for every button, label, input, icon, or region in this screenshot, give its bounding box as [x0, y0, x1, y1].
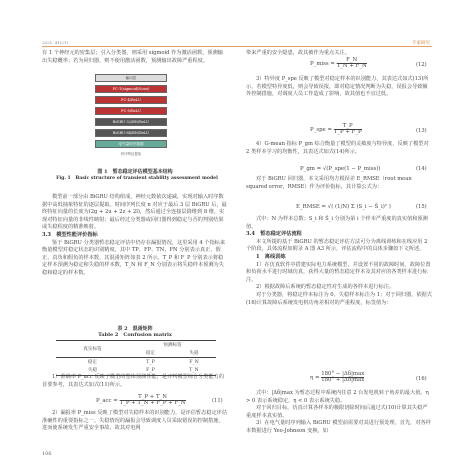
running-header-right: 专家研究: [412, 41, 430, 46]
paragraph: 1）准确率 P_acc 反映了模型的整体预测性能，是评判模型综合分类能力的首要参考，其表达式如式(11)所示。: [42, 374, 225, 388]
table-cell: F_N: [189, 359, 199, 365]
numerator: T_P: [334, 124, 362, 130]
left-body: [42, 194, 228, 278]
left-body-2: [42, 374, 228, 389]
equation-number: (14): [416, 166, 427, 172]
paragraph: 对于分类器，将稳定样本标注为 0、失稳样本标注为 1；对于回归器，依据式(16)计算故障后系统发电机功角差相对的严重程度，标签值为：: [246, 291, 432, 306]
running-header-left: 2021, 41(21): [42, 40, 69, 45]
page-number: 106: [42, 451, 52, 457]
paragraph: 1）在仿真软件中搭建实际电力系统模型，并设置不同的故障时间、故障位置和负荷水平进行时域仿真，获得大量的暂态稳定样本及其对应的各类样本进行标注。: [246, 261, 431, 283]
fig-block-output: 输出层: [95, 74, 167, 82]
paragraph: 式中：N 为样本总数；S_i 和 Ŝ_i 分别为第 i 个样本严重度的真实值和预测值。: [246, 216, 428, 230]
denominator: T_N + F_N: [336, 63, 367, 69]
step-heading-offline: 1 离线训练: [256, 253, 286, 260]
paragraph: 式中：|Δδ|max 为暂态过程中系统内任意 2 台发电机转子角差的最大值。η > 0 表示系统稳定，η < 0 表示系统失稳。: [246, 390, 429, 404]
equation-15: E_RMSE = √( (1/N) Σ (S_i − Ŝ_i)² ): [296, 204, 391, 210]
paragraph: 2）漏报率 P_miss 反映了模型对失稳样本的识别能力，是评估暂态稳定评估准确性的重要指标之一。失稳情况的漏报会导致调度人员采取错误的控制措施，进而使系统发生严重安全事故，故其对电网: [42, 410, 228, 432]
equation-fraction: [120, 395, 186, 406]
paragraph: 带来严重的安全隐患，故其被作为重点关注。: [246, 50, 350, 56]
right-body-2: [246, 76, 432, 99]
section-heading-3-4: 3.4 暂态稳定评估流程: [246, 231, 302, 238]
equation-number: (12): [416, 62, 427, 68]
equation-number: (11): [212, 398, 223, 404]
equation-13: [310, 124, 362, 135]
left-paragraph-1: [42, 50, 228, 65]
table-cell: 失稳: [87, 368, 98, 374]
table-cell: T_N: [189, 368, 199, 374]
confusion-matrix-table: [56, 340, 216, 376]
fig-block-bigru64: BiGRU-64/BN/ReLU: [95, 129, 167, 137]
equation-fraction: [321, 372, 364, 383]
paragraph: 鉴于 BiGRU 分类器暂态稳定评估中仍存在漏报情况，这里采用 4 个指标来衡量模型对稳定状态的识别精度，其中 TP、FP、TN、FN 分别表示真正、假正、真负和假负的样本数，其混淆矩阵如表 2 所示。T_P 和 F_P 分别表示将稳定样本预测为稳定和失稳的样本数，T_N 和 F_N 分别表示将失稳样本预测为失稳和稳定的样本数。: [42, 239, 226, 276]
fig-block-label: 时序特征提取: [120, 152, 142, 156]
paragraph: 有 1 个神经元的密集层；引入分类器，则采用 sigmoid 作为激活函数，预测输出失稳概率；若为回归器，则不使用激活函数，预测输出故障严重程度。: [42, 50, 223, 64]
figure-caption-en: Fig. 1 Basic structure of transient stability assessment model: [56, 176, 218, 181]
left-body-3: [42, 410, 228, 433]
paragraph: 对于 BiGRU 回归器，本文采用均方根误差 E_RMSE（root mean squared error，RMSE）作为评价指标，其计算公式为：: [246, 176, 412, 190]
equation-number: (13): [416, 128, 427, 134]
right-body-1: [246, 50, 432, 58]
table-header-cell: 稳定: [145, 350, 156, 356]
equation-number: (16): [416, 376, 427, 382]
denominator: T_P + F_P: [333, 129, 362, 135]
equation-lhs: η =: [310, 375, 320, 381]
table-caption-en: Table 2 Confusion matrix: [98, 332, 172, 338]
paragraph: 2）根据故障后系统的暂态稳定性对生成的各样本进行标注。: [256, 284, 395, 291]
denominator: T_P + T_N + F_P + F_N: [119, 400, 186, 406]
equation-number: (15): [416, 204, 427, 210]
equation-lhs: P_acc =: [96, 398, 118, 404]
equation-fraction: [334, 124, 362, 135]
equation-lhs: P_spe =: [310, 127, 332, 133]
denominator: 180° + |Δδ|max: [321, 377, 365, 383]
fig-block-fc1: FC-1(sigmoid/None): [95, 85, 167, 93]
equation-fraction: [337, 58, 367, 69]
right-body-3: [246, 141, 432, 156]
paragraph: 模型前一部分由 BiGRU 结构组成，神经元数依次递减，实现对输入时序数据中高低抽象特征的逐层提取。时间序列长度 n 对应于最后 3 层 BiGRU 后，最终特征向量的长度为(2g + 2u + 2z + 2l)，然后通过全连接层降维到 8 维，实现对特征向量的非线性映射；最后经过分类器或回归器得到稳定与否的判别结果或失稳程度的精准映射。: [42, 194, 227, 231]
table-header-cell: 真实标签: [56, 341, 129, 358]
equation-16: [310, 372, 364, 383]
table-cell: 稳定: [87, 359, 98, 365]
paragraph: 4）G-mean 指标 P_gm 综合衡量了模型的灵敏度与特异度，反映了模型对 2 类样本学习的均衡性，其表达式如式(14)所示。: [246, 141, 429, 155]
equation-lhs: P_miss =: [310, 61, 335, 67]
figure-caption-cn: 图 1 暂态稳定评估模型基本结构: [97, 169, 173, 175]
fig-block-fc4: FC-4/ReLU: [95, 96, 167, 104]
right-body-4: [246, 176, 432, 191]
paragraph: 对于回归目标，仿真计算各样本的极限切除时间后通过式(10)计算其失稳严重度样本真实值。: [246, 405, 428, 419]
table-cell: T_P: [146, 359, 155, 365]
table-header-cell: 预测标签: [163, 342, 182, 348]
table-row: [56, 358, 216, 367]
fig-block-bigru32: BiGRU-32/BN/ReLU: [95, 118, 167, 126]
table-caption-cn: 表 2 混淆矩阵: [117, 326, 153, 332]
table-header-cell: 失稳: [189, 350, 199, 356]
equation-12: [310, 58, 367, 69]
table-cell: F_P: [146, 368, 155, 374]
numerator: 180° − |Δδ|max: [321, 371, 365, 377]
equation-14: P_gm = √(P_spe(1 − P_miss)): [300, 166, 381, 172]
model-structure-figure: [95, 74, 167, 156]
fig-block-fc8: FC-8/ReLU: [95, 107, 167, 115]
fig-block-input: 电气量时序数据: [95, 140, 167, 148]
paragraph: 3）特异度 P_spe 反映了模型对稳定样本的识别能力，其表达式如式(13)所示。若模型特异度低，则会导致误报，即对稳定情况判断为失稳，误报会导致额外控制措施，对调度人员工作造成了影响，故其值也不宜过低。: [246, 76, 429, 98]
equation-11: [96, 395, 186, 406]
right-body-6: [246, 390, 432, 436]
header-rule: [42, 46, 432, 47]
numerator: T_P + T_N: [120, 395, 186, 401]
numerator: F_N: [337, 58, 367, 64]
right-body-5: [246, 216, 432, 307]
paragraph: 本文所提的基于 BiGRU 的暂态稳定评估方法可分为离线训练和在线应用 2 个阶段，具体流程如附录 A 图 A3 所示，评估流程中的具体步骤如下文所述。: [246, 238, 428, 253]
paragraph: 3）在电气量时序列输入 BiGRU 模型前需要对其进行预处理，首先，对各样本数据进行 Yeo-Johnson 变换，如: [246, 420, 431, 434]
section-heading-3-3: 3.3 模型性能评价指标: [42, 231, 98, 238]
